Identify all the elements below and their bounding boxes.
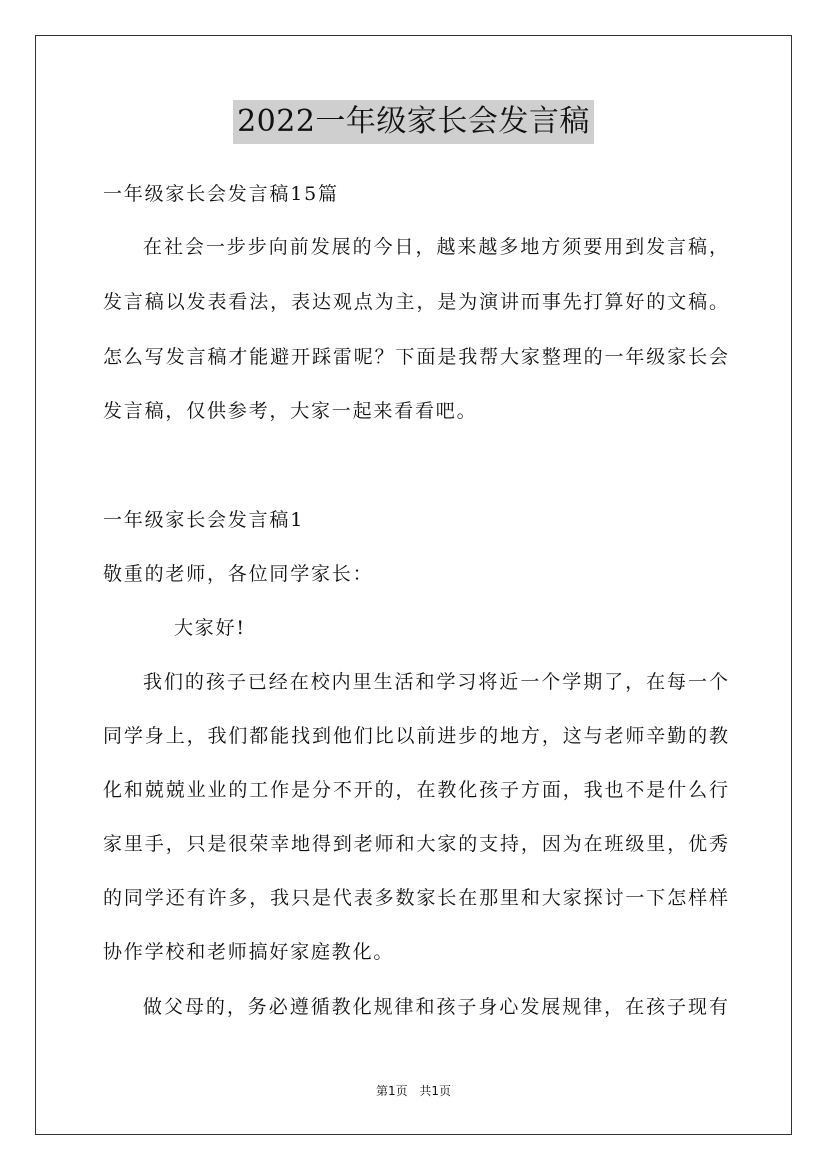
document-subtitle: 一年级家长会发言稿15篇 [103,183,339,205]
intro-line-2: 发言稿以发表看法，表达观点为主，是为演讲而事先打算好的文稿。 [103,291,728,313]
paragraph2-line-1: 做父母的，务必遵循教化规律和孩子身心发展规律，在孩子现有 [143,996,728,1018]
paragraph1-line-5: 的同学还有许多，我只是代表多数家长在那里和大家探讨一下怎样样 [103,887,728,909]
salutation: 敬重的老师，各位同学家长： [103,563,374,585]
document-title: 2022一年级家长会发言稿 [233,100,594,144]
greeting: 大家好! [174,617,246,639]
intro-line-1: 在社会一步步向前发展的今日，越来越多地方须要用到发言稿， [143,236,728,258]
paragraph1-line-1: 我们的孩子已经在校内里生活和学习将近一个学期了，在每一个 [143,671,728,693]
page-total: 共1页 [419,1084,452,1098]
page-footer [0,1083,827,1099]
paragraph1-line-2: 同学身上，我们都能找到他们比以前进步的地方，这与老师辛勤的教 [103,725,728,747]
paragraph1-line-4: 家里手，只是很荣幸地得到老师和大家的支持，因为在班级里，优秀 [103,833,728,855]
paragraph1-line-6: 协作学校和老师搞好家庭教化。 [103,941,395,963]
title-container [0,100,827,144]
section-heading: 一年级家长会发言稿1 [103,509,305,531]
page-number: 第1页 [375,1084,408,1098]
paragraph1-line-3: 化和兢兢业业的工作是分不开的，在教化孩子方面，我也不是什么行 [103,779,728,801]
intro-line-3: 怎么写发言稿才能避开踩雷呢？下面是我帮大家整理的一年级家长会 [103,346,728,368]
intro-line-4: 发言稿，仅供参考，大家一起来看看吧。 [103,400,478,422]
